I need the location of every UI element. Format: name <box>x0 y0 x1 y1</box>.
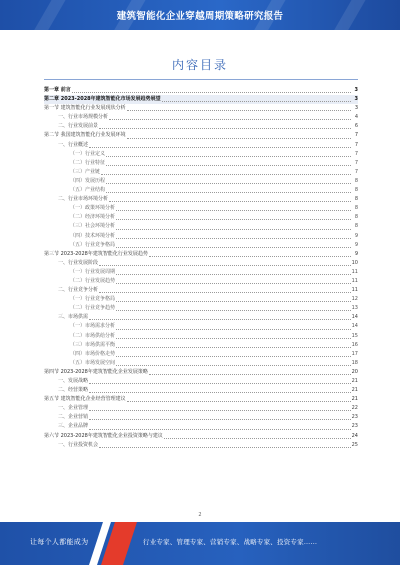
toc-leader-dots <box>106 183 351 184</box>
toc-entry-title: 第三节 2023-2028年建筑智能化行业发展趋势 <box>44 250 148 257</box>
toc-entry-page: 21 <box>351 396 358 403</box>
toc-leader-dots <box>109 201 351 202</box>
toc-entry-title: 一、行业市场规模分析 <box>58 114 109 121</box>
toc-entry-title: 第一章 前言 <box>44 87 71 93</box>
toc-entry[interactable] <box>44 213 358 222</box>
toc-entry-page: 7 <box>354 159 358 166</box>
toc-entry-page: 23 <box>351 423 358 430</box>
toc-entry-title: （五）产业结构 <box>70 187 106 194</box>
toc-entry-page: 11 <box>351 277 358 284</box>
toc-entry[interactable] <box>44 386 358 395</box>
header-banner <box>0 0 400 30</box>
toc-leader-dots <box>99 128 351 129</box>
toc-leader-dots <box>99 292 351 293</box>
toc-entry-title: 一、行业投资机会 <box>58 441 99 448</box>
toc-entry-title: （五）市场发展空间 <box>70 359 116 366</box>
toc-entry-page: 14 <box>351 323 358 330</box>
toc-entry-page: 9 <box>354 250 358 257</box>
toc-entry-title: 三、企业品牌 <box>58 423 89 430</box>
toc-entry-title: （四）市场价格走势 <box>70 350 116 357</box>
toc-entry-page: 14 <box>351 314 358 321</box>
toc-entry-title: 二、经营策略 <box>58 387 89 394</box>
toc-leader-dots <box>89 383 351 384</box>
toc-entry[interactable] <box>44 259 358 268</box>
toc-entry-title: （三）产业链 <box>70 168 101 175</box>
toc-entry-title: 一、企业管理 <box>58 405 89 412</box>
toc-entry[interactable] <box>44 313 358 322</box>
toc-entry[interactable] <box>44 286 358 295</box>
toc-leader-dots <box>116 219 351 220</box>
toc-entry[interactable] <box>44 222 358 231</box>
toc-leader-dots <box>116 356 351 357</box>
footer-banner <box>0 522 400 565</box>
toc-entry[interactable] <box>44 104 358 113</box>
toc-leader-dots <box>101 174 351 175</box>
toc-leader-dots <box>127 110 351 111</box>
toc-entry[interactable] <box>44 322 358 331</box>
toc-entry-title: （三）市场供需平衡 <box>70 341 116 348</box>
toc-entry[interactable] <box>44 368 358 377</box>
toc-entry-title: 一、发展战略 <box>58 378 89 384</box>
toc-entry-title: 第四节 2023-2028年建筑智能化企业发展策略 <box>44 368 148 375</box>
toc-leader-dots <box>116 338 351 339</box>
toc-leader-dots <box>72 92 351 93</box>
toc-entry-title: （五）行业竞争格局 <box>70 241 116 248</box>
toc-leader-dots <box>89 147 351 148</box>
toc-entry-title: 第五节 建筑智能化企业经营管理建议 <box>44 396 126 403</box>
toc-leader-dots <box>109 119 351 120</box>
toc-entry-page: 4 <box>354 114 358 121</box>
toc-leader-dots <box>116 229 351 230</box>
toc-entry[interactable] <box>44 150 358 159</box>
toc-entry[interactable] <box>44 86 358 95</box>
toc-entry-page: 3 <box>354 96 358 103</box>
toc-entry[interactable] <box>44 95 358 104</box>
toc-leader-dots <box>99 447 351 448</box>
toc-entry-title: 第二节 我国建筑智能化行业发展环境 <box>44 132 126 139</box>
toc-entry-page: 9 <box>354 241 358 248</box>
toc-entry-page: 8 <box>354 205 358 212</box>
toc-leader-dots <box>116 210 351 211</box>
footer-slogan: 让每个人都能成为 <box>30 538 89 546</box>
toc-entry[interactable] <box>44 341 358 350</box>
toc-entry[interactable] <box>44 159 358 168</box>
toc-leader-dots <box>149 374 351 375</box>
toc-entry-page: 16 <box>351 341 358 348</box>
toc-entry-title: 二、行业市场环境分析 <box>58 196 109 203</box>
toc-leader-dots <box>116 274 351 275</box>
toc-entry-page: 20 <box>351 368 358 375</box>
toc-entry-title: 二、企业营销 <box>58 414 89 421</box>
toc-leader-dots <box>116 329 351 330</box>
toc-leader-dots <box>116 310 351 311</box>
toc-entry-page: 10 <box>351 259 358 266</box>
toc-entry[interactable] <box>44 395 358 404</box>
toc-entry[interactable] <box>44 304 358 313</box>
toc-entry-title: （二）市场供给分析 <box>70 332 116 339</box>
toc-entry-title: 第一节 建筑智能化行业发展现状分析 <box>44 105 126 112</box>
toc-entry-title: （一）政策环境分析 <box>70 205 116 212</box>
toc-heading: 内容目录 <box>171 58 228 72</box>
report-title: 建筑智能化企业穿越周期策略研究报告 <box>116 11 284 22</box>
toc-entry[interactable] <box>44 268 358 277</box>
toc-entry[interactable] <box>44 432 358 441</box>
toc-entry-title: （一）市场需求分析 <box>70 323 116 330</box>
toc-leader-dots <box>116 283 351 284</box>
toc-leader-dots <box>89 319 351 320</box>
toc-entry[interactable] <box>44 422 358 431</box>
toc-entry-title: （二）行业特征 <box>70 159 106 166</box>
toc-entry[interactable] <box>44 113 358 122</box>
toc-entry-title: 三、市场供需 <box>58 314 89 321</box>
toc-entry-page: 15 <box>351 332 358 339</box>
toc-leader-dots <box>116 347 351 348</box>
toc-entry-page: 8 <box>354 177 358 184</box>
toc-entry-page: 12 <box>351 296 358 303</box>
toc-entry-title: （四）技术环境分析 <box>70 232 116 239</box>
toc-entry[interactable] <box>44 141 358 150</box>
toc-leader-dots <box>89 392 351 393</box>
toc-entry-page: 8 <box>354 214 358 221</box>
toc-entry[interactable] <box>44 168 358 177</box>
toc-entry[interactable] <box>44 404 358 413</box>
toc-entry-page: 7 <box>354 150 358 157</box>
toc-entry-title: （一）行业竞争格局 <box>70 296 116 303</box>
toc-leader-dots <box>116 301 351 302</box>
toc-entry[interactable] <box>44 413 358 422</box>
toc-leader-dots <box>89 410 351 411</box>
toc-entry[interactable] <box>44 232 358 241</box>
toc-entry-title: 一、行业概述 <box>58 141 89 148</box>
toc-entry[interactable] <box>44 186 358 195</box>
toc-leader-dots <box>162 101 351 102</box>
toc-entry-page: 17 <box>351 350 358 357</box>
toc-entry[interactable] <box>44 250 358 259</box>
toc-entry-page: 11 <box>351 268 358 275</box>
toc-entry[interactable] <box>44 122 358 131</box>
toc-entry[interactable] <box>44 241 358 250</box>
toc-leader-dots <box>116 365 351 366</box>
toc-entry-page: 18 <box>351 359 358 366</box>
toc-entry-title: 二、行业发展前景 <box>58 123 99 130</box>
toc-entry-page: 24 <box>351 432 358 439</box>
toc-entry[interactable] <box>44 177 358 186</box>
table-of-contents <box>44 86 358 450</box>
toc-entry[interactable] <box>44 377 358 386</box>
toc-entry-page: 7 <box>354 132 358 139</box>
toc-entry-title: （一）行业定义 <box>70 150 106 157</box>
toc-leader-dots <box>116 238 351 239</box>
toc-entry-title: （二）行业竞争趋势 <box>70 305 116 312</box>
toc-leader-dots <box>127 401 351 402</box>
toc-entry-page: 7 <box>354 168 358 175</box>
toc-entry-page: 9 <box>354 232 358 239</box>
toc-entry-title: 二、行业竞争分析 <box>58 287 99 294</box>
toc-entry-page: 23 <box>351 414 358 421</box>
toc-entry-title: 第六节 2023-2028年建筑智能化企业投资策略与建议 <box>44 432 163 439</box>
toc-leader-dots <box>99 265 351 266</box>
page-number: 2 <box>198 512 202 518</box>
toc-entry[interactable] <box>44 195 358 204</box>
toc-entry[interactable] <box>44 350 358 359</box>
toc-leader-dots <box>164 438 351 439</box>
toc-leader-dots <box>106 156 351 157</box>
toc-entry-page: 13 <box>351 305 358 312</box>
toc-entry-title: （四）发展历程 <box>70 177 106 184</box>
toc-entry-page: 8 <box>354 223 358 230</box>
toc-entry-title: （一）行业发展周期 <box>70 268 116 275</box>
toc-entry-page: 8 <box>354 187 358 194</box>
toc-entry-title: 一、行业发展阶段 <box>58 259 99 266</box>
toc-entry-page: 6 <box>354 123 358 130</box>
footer-expert-list: 行业专家、管理专家、营销专家、战略专家、投资专家…… <box>143 538 318 546</box>
toc-leader-dots <box>106 165 351 166</box>
toc-leader-dots <box>116 247 351 248</box>
toc-entry-page: 21 <box>351 387 358 394</box>
toc-leader-dots <box>89 429 351 430</box>
toc-entry[interactable] <box>44 131 358 140</box>
toc-entry-page: 11 <box>351 287 358 294</box>
toc-entry-title: 第二章 2023-2028年建筑智能化市场发展趋势展望 <box>44 96 161 103</box>
toc-leader-dots <box>89 419 351 420</box>
toc-entry[interactable] <box>44 277 358 286</box>
toc-entry[interactable] <box>44 441 358 450</box>
divider <box>44 79 358 80</box>
toc-entry[interactable] <box>44 332 358 341</box>
toc-leader-dots <box>106 192 351 193</box>
toc-entry-page: 22 <box>351 405 358 412</box>
toc-entry-title: （二）经济环境分析 <box>70 214 116 221</box>
toc-leader-dots <box>127 138 351 139</box>
toc-entry[interactable] <box>44 295 358 304</box>
toc-leader-dots <box>149 256 351 257</box>
toc-entry[interactable] <box>44 359 358 368</box>
toc-entry-title: （二）行业发展趋势 <box>70 277 116 284</box>
toc-entry-page: 8 <box>354 196 358 203</box>
toc-entry[interactable] <box>44 204 358 213</box>
toc-entry-page: 21 <box>351 378 358 384</box>
toc-entry-page: 25 <box>351 441 358 448</box>
toc-entry-title: （三）社会环境分析 <box>70 223 116 230</box>
toc-entry-page: 3 <box>354 105 358 112</box>
toc-entry-page: 3 <box>354 87 358 93</box>
toc-entry-page: 7 <box>354 141 358 148</box>
